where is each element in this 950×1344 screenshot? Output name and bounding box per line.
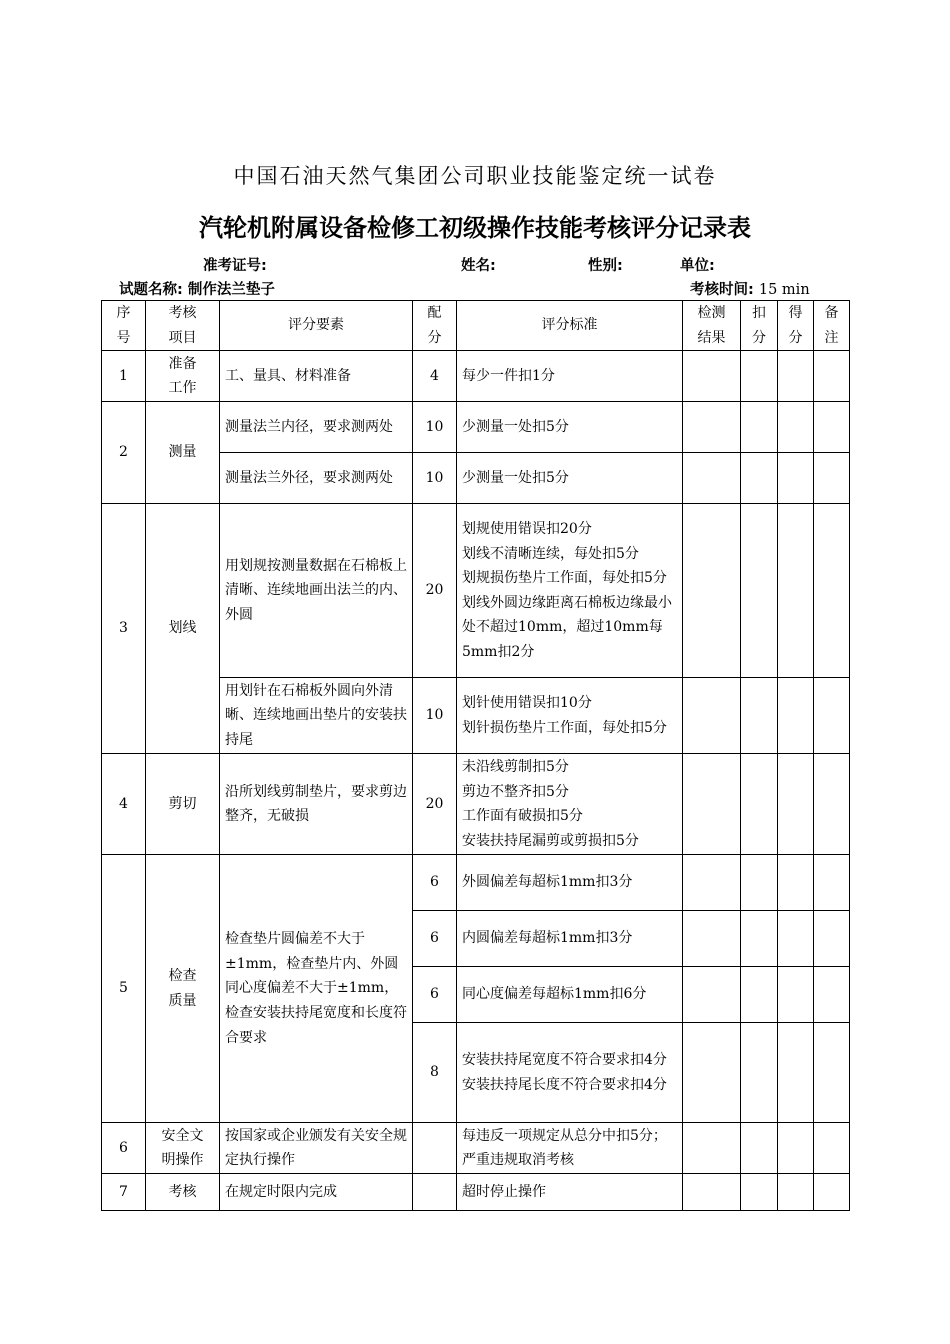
result-cell[interactable] bbox=[683, 911, 741, 967]
exam-name-value: 制作法兰垫子 bbox=[187, 282, 275, 298]
row-no: 7 bbox=[102, 1174, 146, 1211]
row-score: 8 bbox=[413, 1023, 457, 1123]
get-cell[interactable] bbox=[778, 911, 814, 967]
deduct-cell[interactable] bbox=[741, 1174, 778, 1211]
row-score: 4 bbox=[413, 351, 457, 402]
row-criteria: 每违反一项规定从总分中扣5分；严重违规取消考核 bbox=[457, 1123, 683, 1174]
remark-cell[interactable] bbox=[814, 1123, 850, 1174]
table-row bbox=[102, 351, 850, 402]
table-row bbox=[102, 1174, 850, 1211]
exam-name-label: 试题名称: bbox=[119, 282, 183, 298]
remark-cell[interactable] bbox=[814, 911, 850, 967]
row-criteria: 少测量一处扣5分 bbox=[457, 402, 683, 453]
scoring-table bbox=[101, 300, 850, 1211]
result-cell[interactable] bbox=[683, 504, 741, 678]
exam-time-row bbox=[690, 278, 810, 299]
row-criteria: 安装扶持尾宽度不符合要求扣4分 安装扶持尾长度不符合要求扣4分 bbox=[457, 1023, 683, 1123]
result-cell[interactable] bbox=[683, 351, 741, 402]
get-cell[interactable] bbox=[778, 678, 814, 754]
deduct-cell[interactable] bbox=[741, 351, 778, 402]
exam-time-label: 考核时间: bbox=[690, 282, 754, 298]
deduct-cell[interactable] bbox=[741, 1023, 778, 1123]
get-cell[interactable] bbox=[778, 1174, 814, 1211]
row-item: 测量 bbox=[146, 402, 220, 504]
result-cell[interactable] bbox=[683, 967, 741, 1023]
get-cell[interactable] bbox=[778, 754, 814, 855]
row-score: 6 bbox=[413, 967, 457, 1023]
result-cell[interactable] bbox=[683, 1023, 741, 1123]
deduct-cell[interactable] bbox=[741, 402, 778, 453]
row-no: 3 bbox=[102, 504, 146, 754]
row-score: 10 bbox=[413, 453, 457, 504]
col-header-deduct: 扣 分 bbox=[741, 301, 778, 351]
table-header-row bbox=[102, 301, 850, 351]
row-element: 检查垫片圆偏差不大于±1mm，检查垫片内、外圆同心度偏差不大于±1mm，检查安装扶持尾宽度和长度符合要求 bbox=[220, 855, 413, 1123]
row-item: 准备 工作 bbox=[146, 351, 220, 402]
table-row bbox=[102, 1123, 850, 1174]
get-cell[interactable] bbox=[778, 855, 814, 911]
remark-cell[interactable] bbox=[814, 754, 850, 855]
get-cell[interactable] bbox=[778, 453, 814, 504]
remark-cell[interactable] bbox=[814, 678, 850, 754]
get-cell[interactable] bbox=[778, 1123, 814, 1174]
row-no: 6 bbox=[102, 1123, 146, 1174]
remark-cell[interactable] bbox=[814, 453, 850, 504]
row-item: 安全文 明操作 bbox=[146, 1123, 220, 1174]
row-element: 沿所划线剪制垫片，要求剪边整齐，无破损 bbox=[220, 754, 413, 855]
candidate-id-label: 准考证号: bbox=[203, 258, 267, 274]
row-no: 4 bbox=[102, 754, 146, 855]
table-row bbox=[102, 855, 850, 911]
col-header-criteria: 评分标准 bbox=[457, 301, 683, 351]
result-cell[interactable] bbox=[683, 855, 741, 911]
row-element: 用划规按测量数据在石棉板上清晰、连续地画出法兰的内、外圆 bbox=[220, 504, 413, 678]
row-score: 20 bbox=[413, 754, 457, 855]
remark-cell[interactable] bbox=[814, 402, 850, 453]
col-header-get: 得 分 bbox=[778, 301, 814, 351]
row-criteria: 超时停止操作 bbox=[457, 1174, 683, 1211]
remark-cell[interactable] bbox=[814, 967, 850, 1023]
row-element: 在规定时限内完成 bbox=[220, 1174, 413, 1211]
col-header-score: 配 分 bbox=[413, 301, 457, 351]
get-cell[interactable] bbox=[778, 504, 814, 678]
col-header-element: 评分要素 bbox=[220, 301, 413, 351]
row-no: 5 bbox=[102, 855, 146, 1123]
row-score: 6 bbox=[413, 855, 457, 911]
result-cell[interactable] bbox=[683, 402, 741, 453]
row-item: 考核 bbox=[146, 1174, 220, 1211]
row-criteria: 划针使用错误扣10分 划针损伤垫片工作面，每处扣5分 bbox=[457, 678, 683, 754]
deduct-cell[interactable] bbox=[741, 967, 778, 1023]
col-header-result: 检测 结果 bbox=[683, 301, 741, 351]
table-row bbox=[102, 504, 850, 678]
gender-label: 性别: bbox=[588, 258, 623, 274]
unit-label: 单位: bbox=[680, 258, 715, 274]
row-item: 检查 质量 bbox=[146, 855, 220, 1123]
remark-cell[interactable] bbox=[814, 504, 850, 678]
score-sheet-title: 汽轮机附属设备检修工初级操作技能考核评分记录表 bbox=[199, 214, 751, 242]
get-cell[interactable] bbox=[778, 967, 814, 1023]
row-no: 1 bbox=[102, 351, 146, 402]
row-score bbox=[413, 1123, 457, 1174]
col-header-no: 序 号 bbox=[102, 301, 146, 351]
deduct-cell[interactable] bbox=[741, 754, 778, 855]
exam-time-value: 15 min bbox=[758, 282, 810, 298]
row-score: 10 bbox=[413, 402, 457, 453]
result-cell[interactable] bbox=[683, 1174, 741, 1211]
row-criteria: 外圆偏差每超标1mm扣3分 bbox=[457, 855, 683, 911]
deduct-cell[interactable] bbox=[741, 453, 778, 504]
deduct-cell[interactable] bbox=[741, 911, 778, 967]
row-element: 按国家或企业颁发有关安全规定执行操作 bbox=[220, 1123, 413, 1174]
result-cell[interactable] bbox=[683, 678, 741, 754]
row-criteria: 少测量一处扣5分 bbox=[457, 453, 683, 504]
result-cell[interactable] bbox=[683, 754, 741, 855]
row-criteria: 每少一件扣1分 bbox=[457, 351, 683, 402]
get-cell[interactable] bbox=[778, 402, 814, 453]
exam-paper-title: 中国石油天然气集团公司职业技能鉴定统一试卷 bbox=[233, 164, 717, 188]
row-score: 20 bbox=[413, 504, 457, 678]
row-criteria: 划规使用错误扣20分 划线不清晰连续，每处扣5分 划规损伤垫片工作面，每处扣5分 划线外圆边缘距离石棉板边缘最小处不超过10mm，超过10mm每5mm扣2分 bbox=[457, 504, 683, 678]
table-row bbox=[102, 402, 850, 453]
row-criteria: 未沿线剪制扣5分 剪边不整齐扣5分 工作面有破损扣5分 安装扶持尾漏剪或剪损扣5分 bbox=[457, 754, 683, 855]
row-criteria: 同心度偏差每超标1mm扣6分 bbox=[457, 967, 683, 1023]
result-cell[interactable] bbox=[683, 1123, 741, 1174]
row-no: 2 bbox=[102, 402, 146, 504]
col-header-remark: 备 注 bbox=[814, 301, 850, 351]
result-cell[interactable] bbox=[683, 453, 741, 504]
row-element: 用划针在石棉板外圆向外清晰、连续地画出垫片的安装扶持尾 bbox=[220, 678, 413, 754]
col-header-item: 考核 项目 bbox=[146, 301, 220, 351]
exam-name-row bbox=[119, 278, 275, 299]
row-score bbox=[413, 1174, 457, 1211]
row-item: 剪切 bbox=[146, 754, 220, 855]
remark-cell[interactable] bbox=[814, 351, 850, 402]
get-cell[interactable] bbox=[778, 351, 814, 402]
remark-cell[interactable] bbox=[814, 855, 850, 911]
remark-cell[interactable] bbox=[814, 1174, 850, 1211]
row-element: 工、量具、材料准备 bbox=[220, 351, 413, 402]
deduct-cell[interactable] bbox=[741, 504, 778, 678]
row-item: 划线 bbox=[146, 504, 220, 754]
name-label: 姓名: bbox=[461, 258, 496, 274]
row-element: 测量法兰外径，要求测两处 bbox=[220, 453, 413, 504]
row-score: 10 bbox=[413, 678, 457, 754]
row-criteria: 内圆偏差每超标1mm扣3分 bbox=[457, 911, 683, 967]
get-cell[interactable] bbox=[778, 1023, 814, 1123]
deduct-cell[interactable] bbox=[741, 1123, 778, 1174]
remark-cell[interactable] bbox=[814, 1023, 850, 1123]
row-element: 测量法兰内径，要求测两处 bbox=[220, 402, 413, 453]
deduct-cell[interactable] bbox=[741, 678, 778, 754]
deduct-cell[interactable] bbox=[741, 855, 778, 911]
row-score: 6 bbox=[413, 911, 457, 967]
table-row bbox=[102, 754, 850, 855]
